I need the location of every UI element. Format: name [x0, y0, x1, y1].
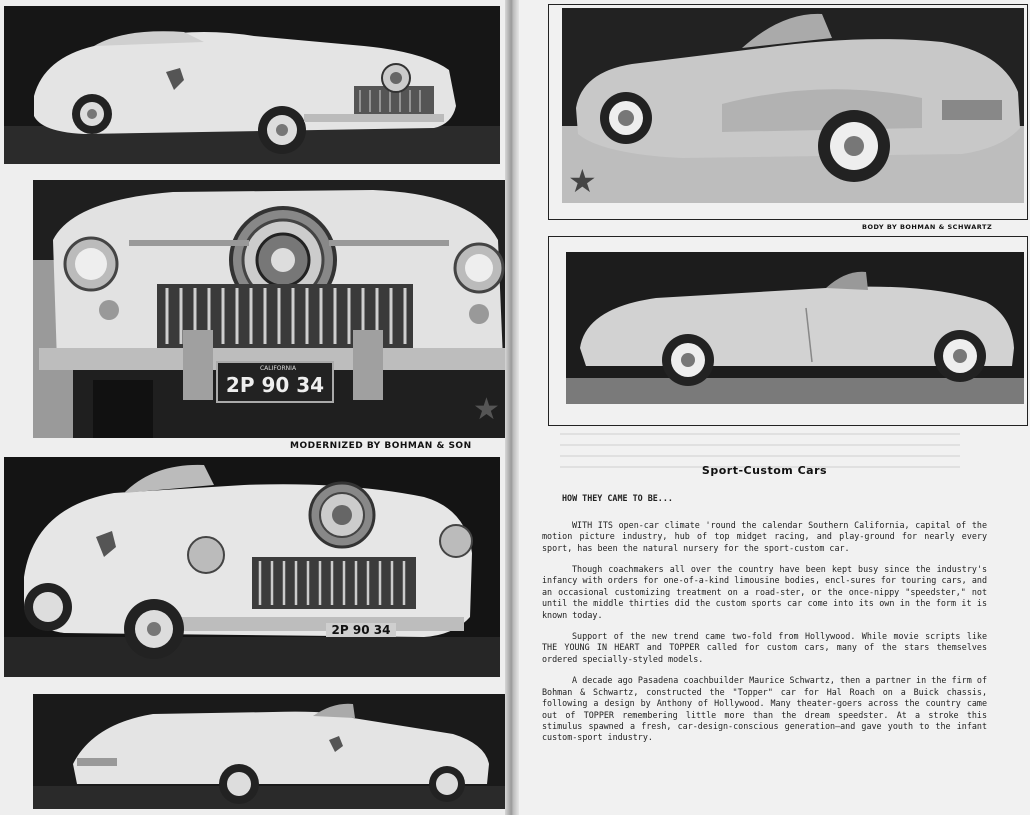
photo-convertible-profile [566, 252, 1024, 404]
article-paragraph: WITH ITS open-car climate 'round the calendar Southern California, capital of the motion picture industry, hub of top midget racing, and play-ground for nearly every sport, has been the natural nursery for the sport-custom car. [542, 519, 987, 553]
license-plate-number-2: 2P 90 34 [326, 623, 396, 637]
photo-roadster-profile [33, 694, 507, 809]
article-paragraph: Support of the new trend came two-fold from Hollywood. While movie scripts like THE YOUNG IN HEART and TOPPER called for custom cars, many of the stars themselves ordered specially-styled models. [542, 631, 987, 664]
article-paragraph: A decade ago Pasadena coachbuilder Maurice Schwartz, then a partner in the firm of Bohman & Schwartz, constructed the "Topper" car for Hal Roach on a Buick chassis, following a design by Anthony of Hollywood. Many theater-goers across the country came out of TOPPER remembering little more than the dream speedster. At a stroke this stimulus spawned a fresh, car-design-conscious generation—and gave youth to the infant custom-sport industry. [542, 675, 987, 743]
article-paragraph: Though coachmakers all over the country have been kept busy since the industry's infancy with orders for one-of-a-kind limousine bodies, encl-sures for touring cars, and an occasional customizing treatment on a road-ster, or the once-nippy "speedster," not until the middle thirties did the custom sports car come into its own in the form it is known today. [542, 564, 987, 620]
license-plate-state: CALIFORNIA [259, 365, 297, 372]
article-headline: Sport-Custom Cars [701, 464, 828, 477]
star-emblem-icon: ★ [473, 392, 500, 427]
article [542, 465, 987, 754]
right-page-caption: BODY BY BOHMAN & SCHWARTZ [862, 223, 993, 231]
article-kicker: HOW THEY CAME TO BE... [562, 493, 673, 504]
photo-roadster-side [4, 6, 500, 164]
photo-topper-car [562, 8, 1024, 203]
license-plate-number: 2P 90 34 [225, 373, 325, 397]
bleed-through-text [560, 428, 960, 468]
star-emblem-icon-2: ★ [568, 162, 597, 200]
photo-roadster-three-quarter [4, 457, 500, 677]
photo-front-grille [33, 180, 507, 438]
left-page-caption: MODERNIZED BY BOHMAN & SON [290, 441, 472, 451]
page-gutter [505, 0, 519, 815]
